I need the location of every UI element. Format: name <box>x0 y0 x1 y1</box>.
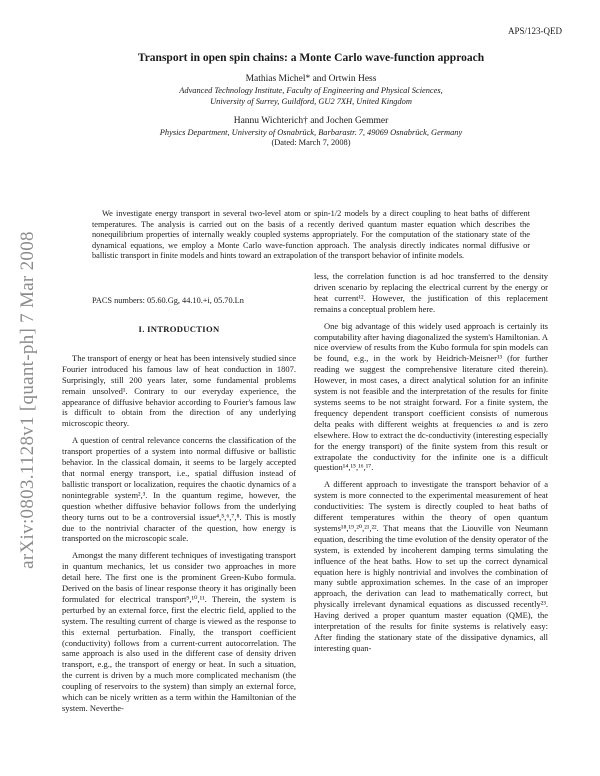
affiliation-2: Physics Department, University of Osnabrück, Barbarastr. 7, 49069 Osnabrück, Germany <box>159 128 463 137</box>
abstract: We investigate energy transport in several two-level atom or spin-1/2 models by a direct coupling to heat baths of different temperatures. The analysis is carried out on the basis of a recently derived quantum master equation which describes the nonequilibrium properties of internally weakly coupled systems appropriately. For the computation of the stationary state of the dynamical equations, we employ a Monte Carlo wave-function approach. The analysis directly indicates normal diffusive or ballistic transport in finite models and hints toward an extrapolation of the transport behavior of infinite models. <box>92 209 530 260</box>
left-column <box>62 324 296 720</box>
paragraph: A different approach to investigate the transport behavior of a system is more connected to the experimental measurement of heat conductivities: The system is directly coupled to heat baths of different temperatures within the theory of open quantum systems¹⁸,¹⁹,²⁰,²¹,²². That means that the Liouville von Neumann equation, describing the time evolution of the density operator of the system, is extended by incoherent damping terms simulating the influence of the heat baths. How to set up the correct dynamical equation here is highly nontrivial and involves the combination of many subtle approximation schemes. In the case of an improper approach, the derivation can lead to mathematically correct, but physically irrelevant dynamical equations as discussed recently²³. Having derived a proper quantum master equation (QME), the interpretation of the results for finite systems is relatively easy: After finding the stationary state of the dissipative dynamics, all interesting quan- <box>314 479 548 653</box>
authors-group-1: Mathias Michel* and Ortwin Hess <box>245 74 377 84</box>
paragraph: Amongst the many different techniques of investigating transport in quantum mechanics, let us consider two approaches in more detail here. The first one is the prominent Green-Kubo formula. Derived on the basis of linear response theory it has originally been formulated for electrical transport⁹,¹⁰,¹¹. Therein, the system is perturbed by an external force, first the electric field, applied to the system. The resulting current of charge is viewed as the response to this external perturbation. Finally, the transport coefficient (conductivity) follows from a current-current autocorrelation. The same approach is also used in the different case of density driven transport, e.g., the transport of energy or heat. In such a situation, the current is driven by a much more complicated mechanism (the coupling of reservoirs to the system) than simply an external force, which can be nicely written as a term within the Hamiltonian of the system. Neverthe- <box>62 550 296 713</box>
paragraph: less, the correlation function is ad hoc transferred to the density driven scenario by replacing the electrical current by the energy or heat current¹². However, the justification of this replacement remains a conceptual problem here. <box>314 271 548 314</box>
right-column <box>314 271 548 660</box>
affiliation-1a: Advanced Technology Institute, Faculty of Engineering and Physical Sciences, <box>179 86 443 95</box>
affiliation-1b: University of Surrey, Guildford, GU2 7XH, United Kingdom <box>210 97 412 106</box>
authors-group-2: Hannu Wichterich† and Jochen Gemmer <box>233 116 389 126</box>
dated-line: (Dated: March 7, 2008) <box>271 138 351 147</box>
paragraph: One big advantage of this widely used approach is certainly its computability after having diagonalized the system's Hamiltonian. A nice overview of results from the Kubo formula for spin models can be found, e.g., in the work by Heidrich-Meisner¹³ (for further reading we suggest the comprehensive literature cited therein). However, in most cases, a direct analytical solution for an infinite system is not feasible and the interpretation of the results for finite systems seems to be not straight forward. For a finite system, the frequency dependent transport coefficient consists of numerous delta peaks with different weights at frequencies ω and is zero elsewhere. How to extract the dc-conductivity (interesting especially for the energy transport) of the finite system from this result or extrapolate the conductivity for the infinite one is a difficult question¹⁴,¹⁵,¹⁶,¹⁷. <box>314 320 548 473</box>
paragraph: The transport of energy or heat has been intensively studied since Fourier introduced his famous law of heat conduction in 1807. Surprisingly, still 200 years later, some fundamental problems remain unsolved¹. Contrary to our everyday experience, the appearance of diffusive behavior according to Fourier's famous law is difficult to obtain from the direction of any underlying microscopic theory. <box>62 352 296 429</box>
paper-header <box>62 52 560 147</box>
arxiv-id: arXiv:0803.1128v1 [quant-ph] 7 Mar 2008 <box>17 231 38 569</box>
paragraph: A question of central relevance concerns the classification of the transport properties of a system into normal diffusive or ballistic behavior. In the classical domain, it seems to be largely accepted that normal energy transport, i.e., spatial diffusion instead of ballistic transport or localization, requires the chaotic dynamics of a nonintegrable system²,³. In the quantum regime, however, the question whether diffusive behavior follows from the underlying theory turns out to be a controversial issue⁴,⁵,⁶,⁷,⁸. This is mostly due to the nontrivial character of the question, how energy is transported on the microscopic scale. <box>62 435 296 544</box>
paper-title: Transport in open spin chains: a Monte Carlo wave-function approach <box>137 52 485 64</box>
section-heading: I. INTRODUCTION <box>138 324 220 334</box>
report-id: APS/123-QED <box>507 26 562 36</box>
pacs-numbers: PACS numbers: 05.60.Gg, 44.10.+i, 05.70.Ln <box>92 296 244 305</box>
arxiv-stamp <box>8 190 48 610</box>
